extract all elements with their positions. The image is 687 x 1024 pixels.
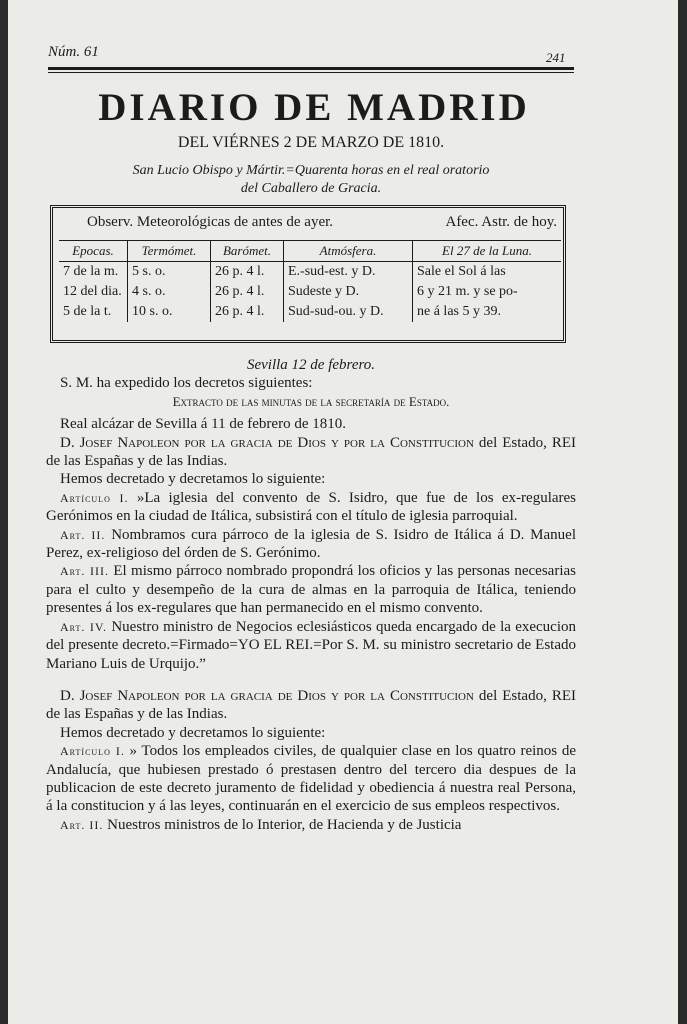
col-luna: El 27 de la Luna. — [413, 241, 562, 262]
decree-opening — [46, 687, 576, 724]
col-atmosfera: Atmósfera. — [284, 241, 413, 262]
decree-opening-rest: del Estado, REI de las Españas y de las Indias. — [46, 687, 576, 723]
spacer — [46, 673, 576, 687]
decree-article — [46, 742, 576, 816]
article-body — [46, 356, 576, 834]
header-rule — [48, 67, 574, 73]
saint-line-1: San Lucio Obispo y Mártir.=Quarenta horas en el real oratorio — [132, 163, 490, 178]
masthead-title: DIARIO DE MADRID — [98, 86, 530, 129]
cell: ne á las 5 y 39. — [413, 302, 562, 322]
intro-line: S. M. ha expedido los decretos siguientes: — [60, 375, 313, 392]
article-label: Art. II. — [60, 817, 104, 832]
decreed-line: Hemos decretado y decretamos lo siguiente: — [60, 471, 326, 488]
cell: 10 s. o. — [128, 302, 211, 322]
decree-article — [46, 618, 576, 673]
astro-title: Afec. Astr. de hoy. — [445, 214, 557, 230]
issue-date: DEL VIÉRNES 2 DE MARZO DE 1810. — [177, 134, 445, 151]
cell: 6 y 21 m. y se po- — [413, 282, 562, 302]
cell: Sud-sud-ou. y D. — [284, 302, 413, 322]
weather-title: Observ. Meteorológicas de antes de ayer. — [87, 214, 334, 230]
weather-header-row — [59, 241, 561, 262]
saint-of-day — [48, 162, 574, 198]
cell: 12 del dia. — [63, 284, 122, 299]
decree-opening — [46, 434, 576, 471]
dateline: Sevilla 12 de febrero. — [246, 357, 376, 373]
decree-article — [46, 562, 576, 617]
decree-opening-rest: del Estado, REI de las Españas y de las Indias. — [46, 434, 576, 470]
col-epocas: Epocas. — [59, 241, 128, 262]
weather-box — [50, 205, 566, 343]
cell: 26 p. 4 l. — [211, 302, 284, 322]
cell: 4 s. o. — [128, 282, 211, 302]
place-date: Real alcázar de Sevilla á 11 de febrero de 1810. — [60, 416, 346, 433]
weather-table — [59, 240, 561, 322]
weather-row — [59, 262, 561, 283]
cell: 5 s. o. — [128, 262, 211, 283]
cell: 26 p. 4 l. — [211, 262, 284, 283]
decree-opening-king: D. Josef Napoleon por la gracia de Dios y por la Constitucion — [60, 687, 474, 704]
article-text: El mismo párroco nombrado propondrá los oficios y las personas necesarias para el culto y desempeño de la cura de almas en la parroquia de Itálica, teniendo presentes á los ex-regulares que han permanecido en el mismo convento. — [46, 563, 576, 617]
decree-article — [46, 526, 576, 563]
article-text: Nombramos cura párroco de la iglesia de S. Isidro de Itálica á D. Manuel Perez, ex-religioso del órden de S. Gerónimo. — [46, 526, 576, 562]
article-text: »La iglesia del convento de S. Isidro, que fue de los ex-regulares Gerónimos en la ciudad de Itálica, subsistirá con el título de iglesia parroquial. — [46, 489, 577, 525]
cell: Sudeste y D. — [284, 282, 413, 302]
decree-article — [46, 816, 576, 834]
weather-row — [59, 302, 561, 322]
weather-row — [59, 282, 561, 302]
col-termometro: Termómet. — [128, 241, 211, 262]
article-label: Artículo I. — [60, 744, 125, 759]
decree-article — [46, 489, 576, 526]
article-text: » Todos los empleados civiles, de qualquier clase en los quatro reinos de Andalucía, que hubiesen prestado ó prestasen dentro del tercero dia despues de la publicacion de este decreto juramento de fidelidad y obediencia á nuestra real Persona, á la constitucion y á las leyes, continuarán en el exercicio de sus empleos respectivos. — [46, 743, 576, 815]
newspaper-page — [8, 0, 678, 1024]
article-label: Art. II. — [60, 527, 106, 542]
article-label: Artículo I. — [60, 490, 129, 505]
decree-opening-king: D. Josef Napoleon por la gracia de Dios y por la Constitucion — [60, 434, 474, 451]
article-text: Nuestros ministros de lo Interior, de Hacienda y de Justicia — [107, 816, 462, 833]
cell: 26 p. 4 l. — [211, 282, 284, 302]
article-label: Art. III. — [60, 564, 110, 579]
article-text: Nuestro ministro de Negocios eclesiásticos queda encargado de la execucion del presente decreto.=Firmado=YO EL REI.=Por S. M. su ministro secretario de Estado Mariano Luis de Urquijo.” — [46, 618, 576, 672]
page-number: 241 — [546, 50, 566, 65]
saint-line-2: del Caballero de Gracia. — [240, 181, 382, 196]
cell: E.-sud-est. y D. — [284, 262, 413, 283]
cell: Sale el Sol á las — [413, 262, 562, 283]
decreed-line: Hemos decretado y decretamos lo siguiente: — [60, 724, 326, 741]
col-barometro: Barómet. — [211, 241, 284, 262]
issue-number: Núm. 61 — [48, 44, 99, 60]
article-label: Art. IV. — [60, 619, 108, 634]
cell: 7 de la m. — [63, 264, 119, 279]
cell: 5 de la t. — [63, 304, 112, 319]
extract-heading: Extracto de las minutas de la secretaría de Estado. — [172, 393, 450, 409]
